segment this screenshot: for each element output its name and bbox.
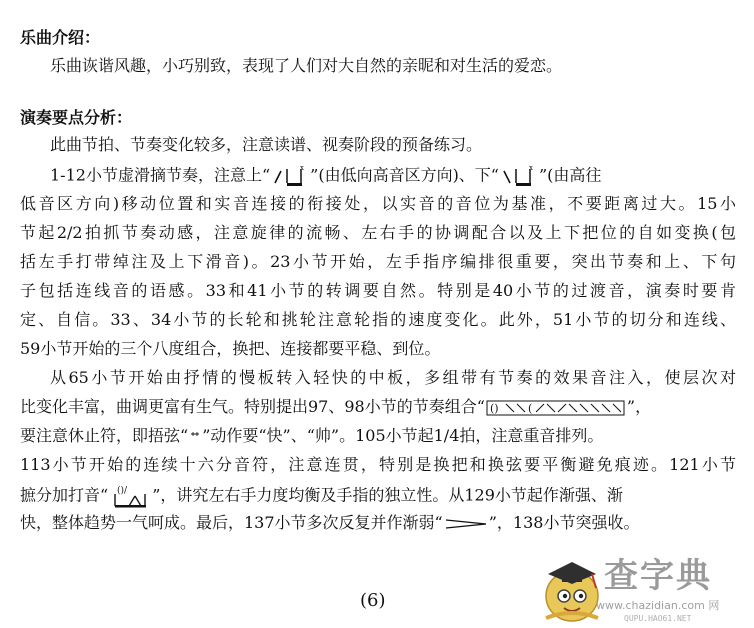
analysis-line-10b: ”， bbox=[626, 397, 652, 416]
analysis-line-11 bbox=[20, 426, 736, 446]
analysis-line-2 bbox=[50, 165, 736, 187]
analysis-line-14 bbox=[20, 513, 736, 533]
svg-text:x: x bbox=[300, 165, 305, 172]
analysis-line-11b: ”动作要“快”、“帅”。105小节起1/4拍，注意重音排列。 bbox=[202, 426, 604, 445]
analysis-heading: 演奏要点分析： bbox=[20, 108, 133, 127]
analysis-line-2c: ”(由高往 bbox=[539, 165, 602, 185]
svg-text:()/: ()/ bbox=[117, 486, 128, 496]
analysis-line-10a: 比变化丰富，曲调更富有生气。特别提出97、98小节的节奏组合“ bbox=[20, 397, 485, 416]
svg-text:x: x bbox=[529, 165, 533, 172]
analysis-line-13a: 摭分加打音“ bbox=[20, 485, 109, 505]
svg-text:(: ( bbox=[527, 401, 533, 415]
rhythm-group-symbol-icon bbox=[486, 399, 626, 417]
analysis-line-13 bbox=[20, 484, 736, 508]
watermark-url-suffix: 网 bbox=[708, 599, 720, 612]
analysis-line-12: 113小节开始的连续十六分音符，注意连贯，特别是换把和换弦要平衡避免痕迹。121小节 bbox=[20, 455, 736, 474]
analysis-line-2b: ”(由低向高音区方向)、下“ bbox=[310, 165, 499, 185]
slide-up-symbol-icon bbox=[271, 165, 309, 187]
analysis-line-13b: ”，讲究左右手力度均衡及手指的独立性。从129小节起作渐强、渐 bbox=[152, 485, 623, 505]
mute-symbol-icon bbox=[189, 430, 201, 444]
analysis-line-7: 定、自信。33、34小节的长轮和挑轮注意轮指的速度变化。此外，51小节的切分和连线、 bbox=[20, 310, 736, 329]
analysis-line-11a: 要注意休止符，即捂弦“ bbox=[20, 426, 189, 445]
watermark-url-2: QUPU.HAO61.NET bbox=[624, 614, 692, 623]
page-number: (6) bbox=[360, 590, 386, 611]
percussive-note-symbol-icon bbox=[109, 484, 151, 508]
analysis-line-4: 节起2/2拍抓节奏动感，注意旋律的流畅、左右手的协调配合以及上下把位的自如变换(包 bbox=[20, 223, 736, 242]
intro-heading: 乐曲介绍： bbox=[20, 28, 101, 47]
slide-down-symbol-icon bbox=[500, 165, 538, 187]
analysis-line-10 bbox=[20, 397, 736, 417]
analysis-line-2a: 1-12小节虚滑摘节奏，注意上“ bbox=[50, 165, 271, 185]
watermark-url bbox=[596, 599, 719, 612]
analysis-line-9: 从65小节开始由抒情的慢板转入轻快的中板，多组带有节奏的效果音注入，使层次对 bbox=[50, 368, 736, 387]
svg-text:(): () bbox=[489, 401, 499, 415]
diminuendo-hairpin-icon bbox=[444, 517, 488, 531]
analysis-line-3: 低音区方向)移动位置和实音连接的衔接处，以实音的音位为基准，不要距离过大。15小 bbox=[20, 194, 736, 213]
analysis-line-14a: 快，整体趋势一气呵成。最后，137小节多次反复并作渐弱“ bbox=[20, 513, 443, 532]
analysis-line-14b: ”，138小节突强收。 bbox=[488, 513, 640, 532]
watermark-url-text: www.chazidian.com bbox=[596, 599, 705, 612]
intro-text: 乐曲诙谐风趣，小巧别致，表现了人们对大自然的亲昵和对生活的爱恋。 bbox=[50, 56, 563, 75]
analysis-line-8: 59小节开始的三个八度组合，换把、连接都要平稳、到位。 bbox=[20, 339, 441, 358]
analysis-line-1: 此曲节拍、节奏变化较多，注意读谱、视奏阶段的预备练习。 bbox=[50, 135, 483, 154]
analysis-line-6: 子包括连线音的语感。33和41小节的转调要自然。特别是40小节的过渡音，演奏时要肯 bbox=[20, 281, 736, 300]
watermark-logo: 查字典 bbox=[604, 556, 712, 596]
analysis-line-5: 括左手打带绰注及上下滑音)。23小节开始，左手指序编排很重要，突出节奏和上、下句 bbox=[20, 252, 736, 271]
